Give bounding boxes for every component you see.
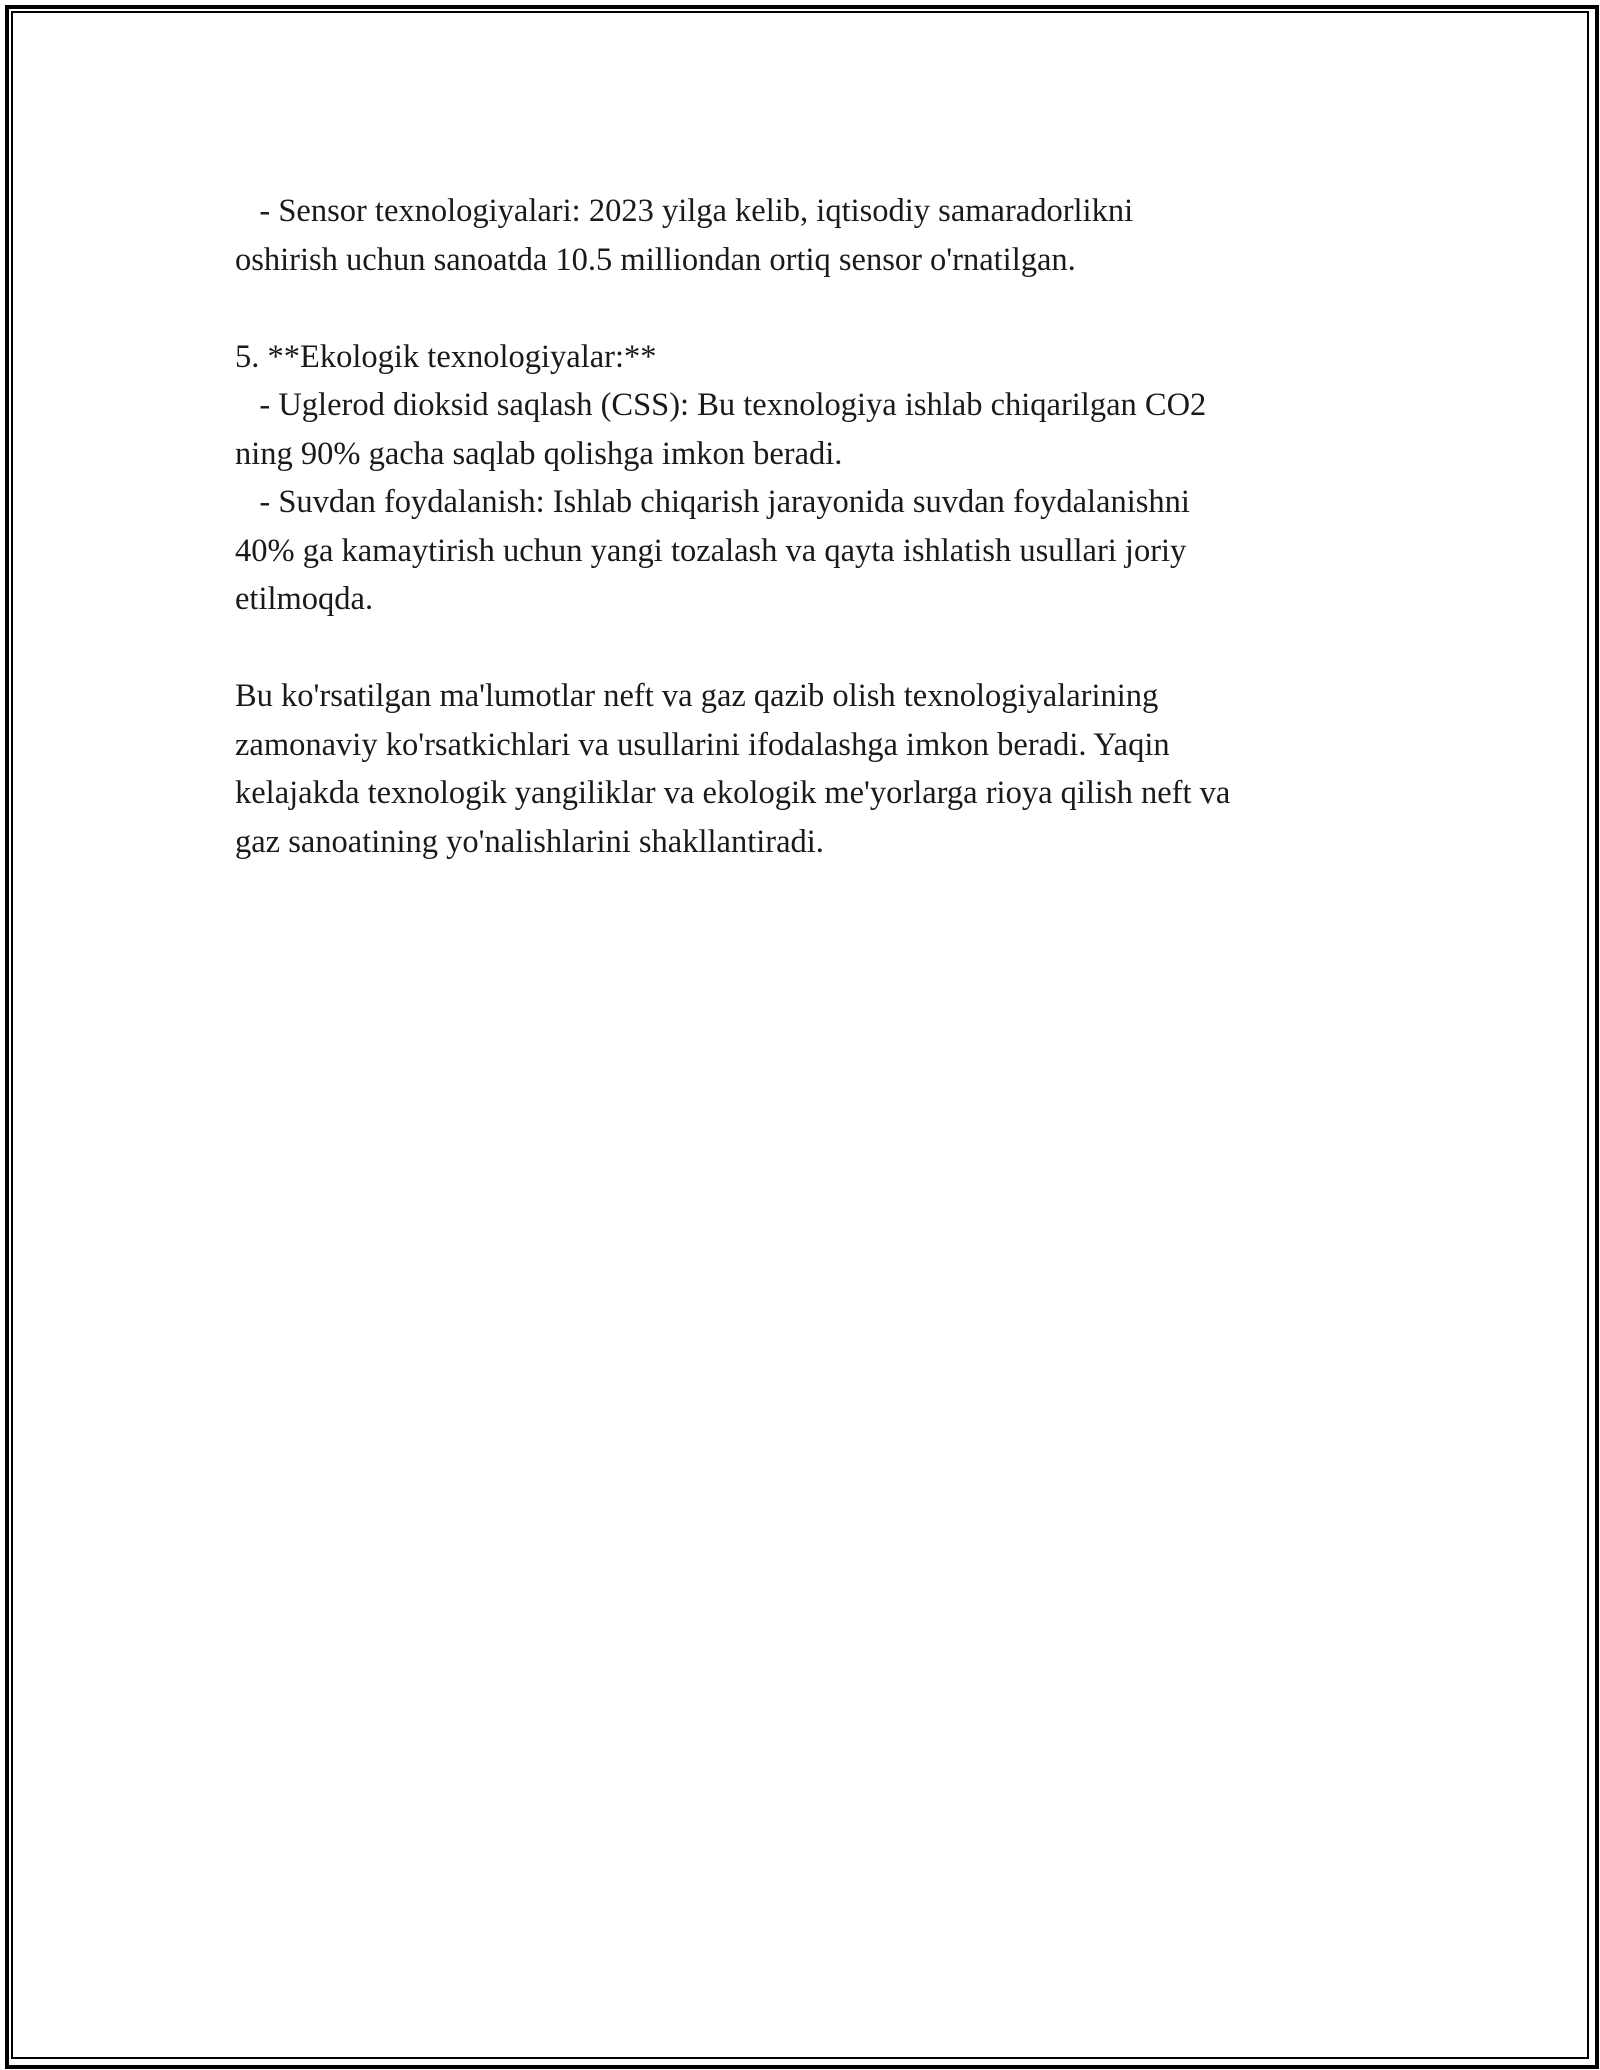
bullet-carbon-storage-cont: ning 90% gacha saqlab qolishga imkon beradi. [235,435,843,472]
bullet-water-use-cont-1: 40% ga kamaytirish uchun yangi tozalash va qayta ishlatish usullari joriy [235,532,1187,569]
conclusion-paragraph-line-2: zamonaviy ko'rsatkichlari va usullarini ifodalashga imkon beradi. Yaqin [235,726,1170,763]
conclusion-paragraph-line-3: kelajakda texnologik yangiliklar va ekologik me'yorlarga rioya qilish neft va [235,775,1231,811]
blank-line [235,624,1385,673]
bullet-water-use-cont-2: etilmoqda. [235,581,374,617]
conclusion-paragraph-line-4: gaz sanoatining yo'nalishlarini shakllantiradi. [235,823,824,860]
document-body [235,187,1385,866]
bullet-sensor-tech: - Sensor texnologiyalari: 2023 yilga kelib, iqtisodiy samaradorlikni [235,193,1134,229]
section-heading-ecological: 5. **Ekologik texnologiyalar:** [235,338,657,375]
bullet-carbon-storage: - Uglerod dioksid saqlash (CSS): Bu texnologiya ishlab chiqarilgan CO2 [235,387,1207,423]
blank-line [235,284,1385,333]
conclusion-paragraph-line-1: Bu ko'rsatilgan ma'lumotlar neft va gaz qazib olish texnologiyalarining [235,678,1159,714]
bullet-sensor-tech-cont: oshirish uchun sanoatda 10.5 milliondan ortiq sensor o'rnatilgan. [235,241,1076,278]
bullet-water-use: - Suvdan foydalanish: Ishlab chiqarish jarayonida suvdan foydalanishni [235,484,1190,520]
